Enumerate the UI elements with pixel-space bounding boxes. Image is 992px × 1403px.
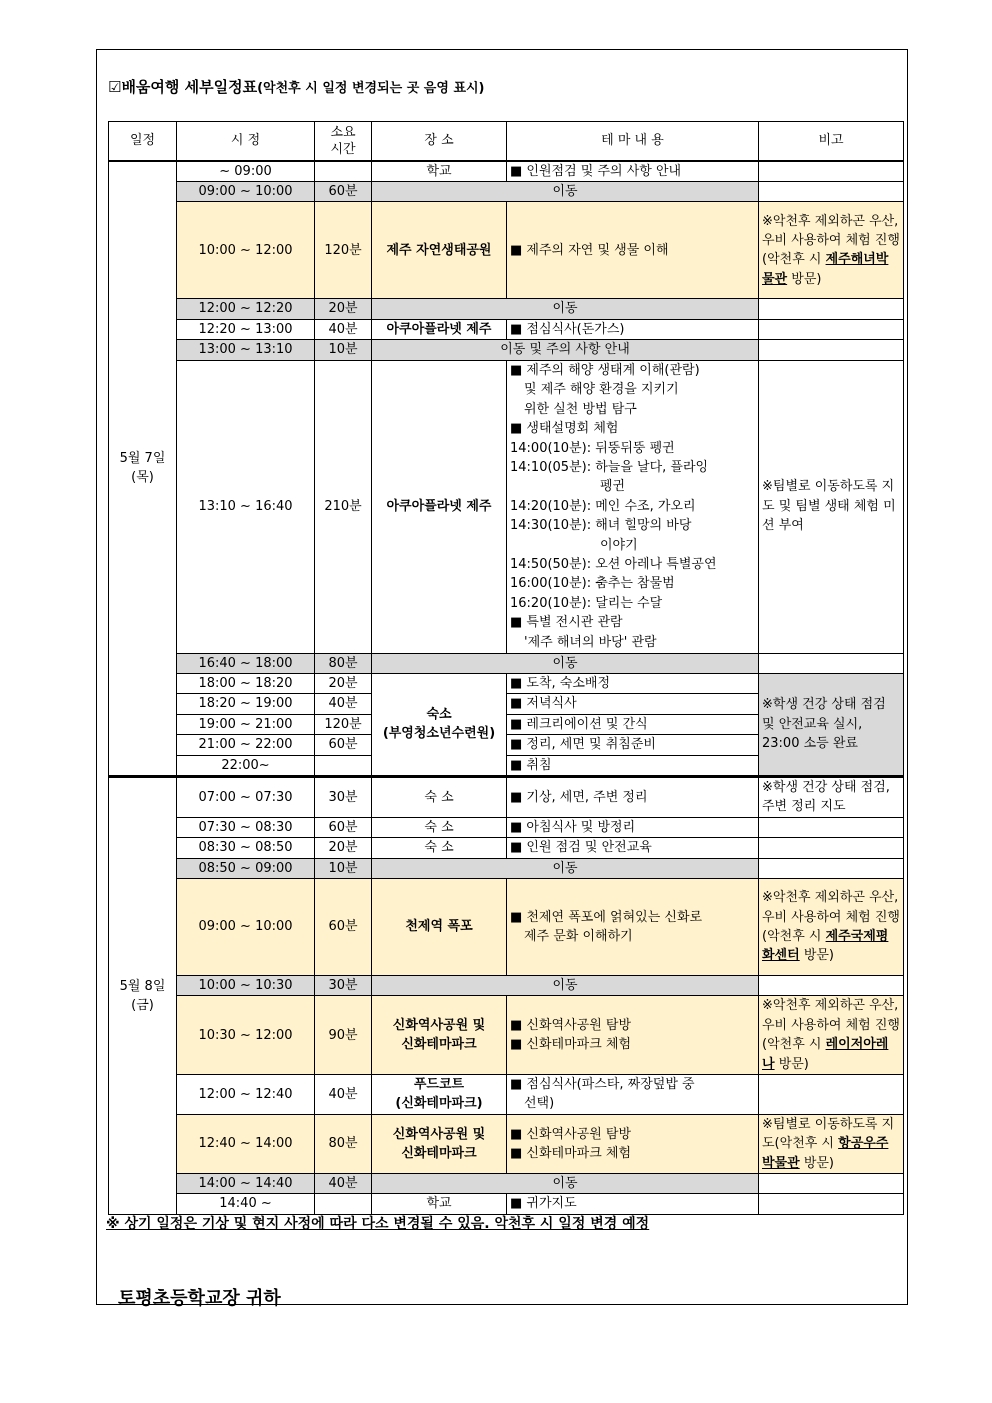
header-content: 테 마 내 용 <box>507 122 759 161</box>
note-cell: ※학생 건강 상태 점검, 주변 정리 지도 <box>759 776 904 817</box>
transit-cell: 이동 <box>372 976 759 996</box>
duration-cell: 80분 <box>315 1114 372 1173</box>
duration-cell: 20분 <box>315 299 372 319</box>
content-cell: ■ 점심식사(돈가스) <box>507 319 759 339</box>
document-title <box>108 76 485 97</box>
duration-cell: 60분 <box>315 735 372 755</box>
note-cell <box>759 1075 904 1115</box>
time-cell: 09:00 ~ 10:00 <box>177 181 315 201</box>
time-cell: 19:00 ~ 21:00 <box>177 714 315 734</box>
table-row <box>109 858 904 878</box>
table-row <box>109 653 904 673</box>
header-row <box>109 122 904 161</box>
transit-cell: 이동 <box>372 858 759 878</box>
time-cell: 13:00 ~ 13:10 <box>177 340 315 360</box>
content-cell: ■ 제주의 해양 생태계 이해(관람) 및 제주 해양 환경을 지키기 위한 실천 방법 탐구 ■ 생태설명회 체험 14:00(10분): 뒤뚱뒤뚱 펭귄 14:10(05분): 하늘을 날다, 플라잉 펭귄 14:20(10분): 메인 수조, 가오리 14:30(10분): 해녀 힐망의 바당 이야기 14:50(50분): 오션 아레나 특별공연 16:00(10분): 춤추는 참물범 16:20(10분): 달리는 수달 ■ 특별 전시관 관람 '제주 해녀의 바당' 관람 <box>507 360 759 653</box>
time-cell: 12:40 ~ 14:00 <box>177 1114 315 1173</box>
place-cell: 학교 <box>372 1194 507 1214</box>
duration-cell: 120분 <box>315 202 372 299</box>
time-cell: 08:50 ~ 09:00 <box>177 858 315 878</box>
content-cell: ■ 도착, 숙소배정 <box>507 673 759 693</box>
time-cell: 12:00 ~ 12:20 <box>177 299 315 319</box>
note-cell: ※학생 건강 상태 점검 및 안전교육 실시, 23:00 소등 완료 <box>759 673 904 776</box>
place-cell: 숙 소 <box>372 776 507 817</box>
time-cell: 12:00 ~ 12:40 <box>177 1075 315 1115</box>
note-cell <box>759 976 904 996</box>
duration-cell: 210분 <box>315 360 372 653</box>
place-cell: 신화역사공원 및 신화테마파크 <box>372 1114 507 1173</box>
day-cell: 5월 7일 (목) <box>109 161 177 777</box>
duration-cell: 10분 <box>315 340 372 360</box>
time-cell: 07:00 ~ 07:30 <box>177 776 315 817</box>
table-row <box>109 181 904 201</box>
note-cell <box>759 161 904 182</box>
title-sub: (악천후 시 일정 변경되는 곳 음영 표시) <box>257 81 485 96</box>
note-cell <box>759 653 904 673</box>
duration-cell: 60분 <box>315 817 372 837</box>
place-cell: 숙 소 <box>372 838 507 858</box>
duration-cell: 60분 <box>315 879 372 976</box>
content-cell: ■ 점심식사(파스타, 짜장덮밥 중 선택) <box>507 1075 759 1115</box>
time-cell: 18:00 ~ 18:20 <box>177 673 315 693</box>
table-row <box>109 319 904 339</box>
time-cell: 12:20 ~ 13:00 <box>177 319 315 339</box>
time-cell: 13:10 ~ 16:40 <box>177 360 315 653</box>
duration-cell: 10분 <box>315 858 372 878</box>
time-cell: 09:00 ~ 10:00 <box>177 879 315 976</box>
note-cell <box>759 340 904 360</box>
place-cell: 숙소 (부영청소년수련원) <box>372 673 507 776</box>
table-row <box>109 1075 904 1115</box>
duration-cell: 30분 <box>315 776 372 817</box>
content-cell: ■ 인원 점검 및 안전교육 <box>507 838 759 858</box>
place-cell: 아쿠아플라넷 제주 <box>372 360 507 653</box>
note-cell <box>759 838 904 858</box>
note-cell: ※팀별로 이동하도록 지도(악천후 시 항공우주박물관 방문) <box>759 1114 904 1173</box>
time-cell: 22:00~ <box>177 755 315 776</box>
header-duration: 소요 시간 <box>315 122 372 161</box>
table-row <box>109 996 904 1075</box>
header-note: 비고 <box>759 122 904 161</box>
place-cell: 아쿠아플라넷 제주 <box>372 319 507 339</box>
day-cell: 5월 8일 (금) <box>109 776 177 1214</box>
duration-cell: 40분 <box>315 694 372 714</box>
time-cell: 14:40 ~ <box>177 1194 315 1214</box>
content-cell: ■ 귀가지도 <box>507 1194 759 1214</box>
duration-cell: 20분 <box>315 838 372 858</box>
time-cell: ~ 09:00 <box>177 161 315 182</box>
time-cell: 07:30 ~ 08:30 <box>177 817 315 837</box>
footnote: ※ 상기 일정은 기상 및 현지 사정에 따라 다소 변경될 수 있음. 악천후 시 일정 변경 예정 <box>106 1216 650 1232</box>
duration-cell <box>315 161 372 182</box>
duration-cell: 120분 <box>315 714 372 734</box>
duration-cell: 40분 <box>315 319 372 339</box>
table-row <box>109 1194 904 1214</box>
content-cell: ■ 아침식사 및 방정리 <box>507 817 759 837</box>
place-cell: 푸드코트 (신화테마파크) <box>372 1075 507 1115</box>
title-main: ☑배움여행 세부일정표 <box>108 78 258 96</box>
table-row <box>109 340 904 360</box>
content-cell: ■ 제주의 자연 및 생물 이해 <box>507 202 759 299</box>
content-cell: ■ 저녁식사 <box>507 694 759 714</box>
note-cell: ※팀별로 이동하도록 지도 및 팀별 생태 체험 미션 부여 <box>759 360 904 653</box>
transit-cell: 이동 <box>372 653 759 673</box>
table-row <box>109 673 904 693</box>
table-row <box>109 360 904 653</box>
note-cell <box>759 1174 904 1194</box>
transit-cell: 이동 및 주의 사항 안내 <box>372 340 759 360</box>
place-cell: 천제역 폭포 <box>372 879 507 976</box>
note-cell: ※악천후 제외하곤 우산, 우비 사용하여 체험 진행(악천후 시 제주국제평화센터 방문) <box>759 879 904 976</box>
note-cell <box>759 858 904 878</box>
table-row <box>109 817 904 837</box>
table-row <box>109 776 904 817</box>
time-cell: 14:00 ~ 14:40 <box>177 1174 315 1194</box>
content-cell: ■ 인원점검 및 주의 사항 안내 <box>507 161 759 182</box>
table-row <box>109 299 904 319</box>
duration-cell: 90분 <box>315 996 372 1075</box>
duration-cell: 60분 <box>315 181 372 201</box>
time-cell: 08:30 ~ 08:50 <box>177 838 315 858</box>
table-row <box>109 1174 904 1194</box>
table-row <box>109 976 904 996</box>
duration-cell: 40분 <box>315 1075 372 1115</box>
header-day: 일정 <box>109 122 177 161</box>
header-place: 장 소 <box>372 122 507 161</box>
note-cell <box>759 181 904 201</box>
content-cell: ■ 취침 <box>507 755 759 776</box>
note-cell: ※악천후 제외하곤 우산, 우비 사용하여 체험 진행(악천후 시 레이저아레나 방문) <box>759 996 904 1075</box>
table-row <box>109 1114 904 1173</box>
schedule-table <box>108 121 904 1215</box>
place-cell: 숙 소 <box>372 817 507 837</box>
content-cell: ■ 레크리에이션 및 간식 <box>507 714 759 734</box>
transit-cell: 이동 <box>372 181 759 201</box>
content-cell: ■ 천제연 폭포에 얽혀있는 신화로 제주 문화 이해하기 <box>507 879 759 976</box>
content-cell: ■ 정리, 세면 및 취침준비 <box>507 735 759 755</box>
duration-cell: 40분 <box>315 1174 372 1194</box>
signature-line: 토평초등학교장 귀하 <box>118 1288 281 1309</box>
place-cell: 신화역사공원 및 신화테마파크 <box>372 996 507 1075</box>
header-time: 시 정 <box>177 122 315 161</box>
time-cell: 16:40 ~ 18:00 <box>177 653 315 673</box>
time-cell: 10:00 ~ 12:00 <box>177 202 315 299</box>
table-row <box>109 161 904 182</box>
content-cell: ■ 기상, 세면, 주변 정리 <box>507 776 759 817</box>
content-cell: ■ 신화역사공원 탐방 ■ 신화테마파크 체험 <box>507 996 759 1075</box>
transit-cell: 이동 <box>372 1174 759 1194</box>
table-row <box>109 202 904 299</box>
time-cell: 21:00 ~ 22:00 <box>177 735 315 755</box>
note-cell: ※악천후 제외하곤 우산, 우비 사용하여 체험 진행(악천후 시 제주해녀박물관 방문) <box>759 202 904 299</box>
time-cell: 18:20 ~ 19:00 <box>177 694 315 714</box>
transit-cell: 이동 <box>372 299 759 319</box>
place-cell: 제주 자연생태공원 <box>372 202 507 299</box>
table-row <box>109 879 904 976</box>
note-cell <box>759 1194 904 1214</box>
duration-cell <box>315 755 372 776</box>
duration-cell: 80분 <box>315 653 372 673</box>
table-row <box>109 838 904 858</box>
place-cell: 학교 <box>372 161 507 182</box>
note-cell <box>759 299 904 319</box>
note-cell <box>759 319 904 339</box>
time-cell: 10:00 ~ 10:30 <box>177 976 315 996</box>
note-cell <box>759 817 904 837</box>
duration-cell <box>315 1194 372 1214</box>
duration-cell: 30분 <box>315 976 372 996</box>
content-cell: ■ 신화역사공원 탐방 ■ 신화테마파크 체험 <box>507 1114 759 1173</box>
duration-cell: 20분 <box>315 673 372 693</box>
time-cell: 10:30 ~ 12:00 <box>177 996 315 1075</box>
